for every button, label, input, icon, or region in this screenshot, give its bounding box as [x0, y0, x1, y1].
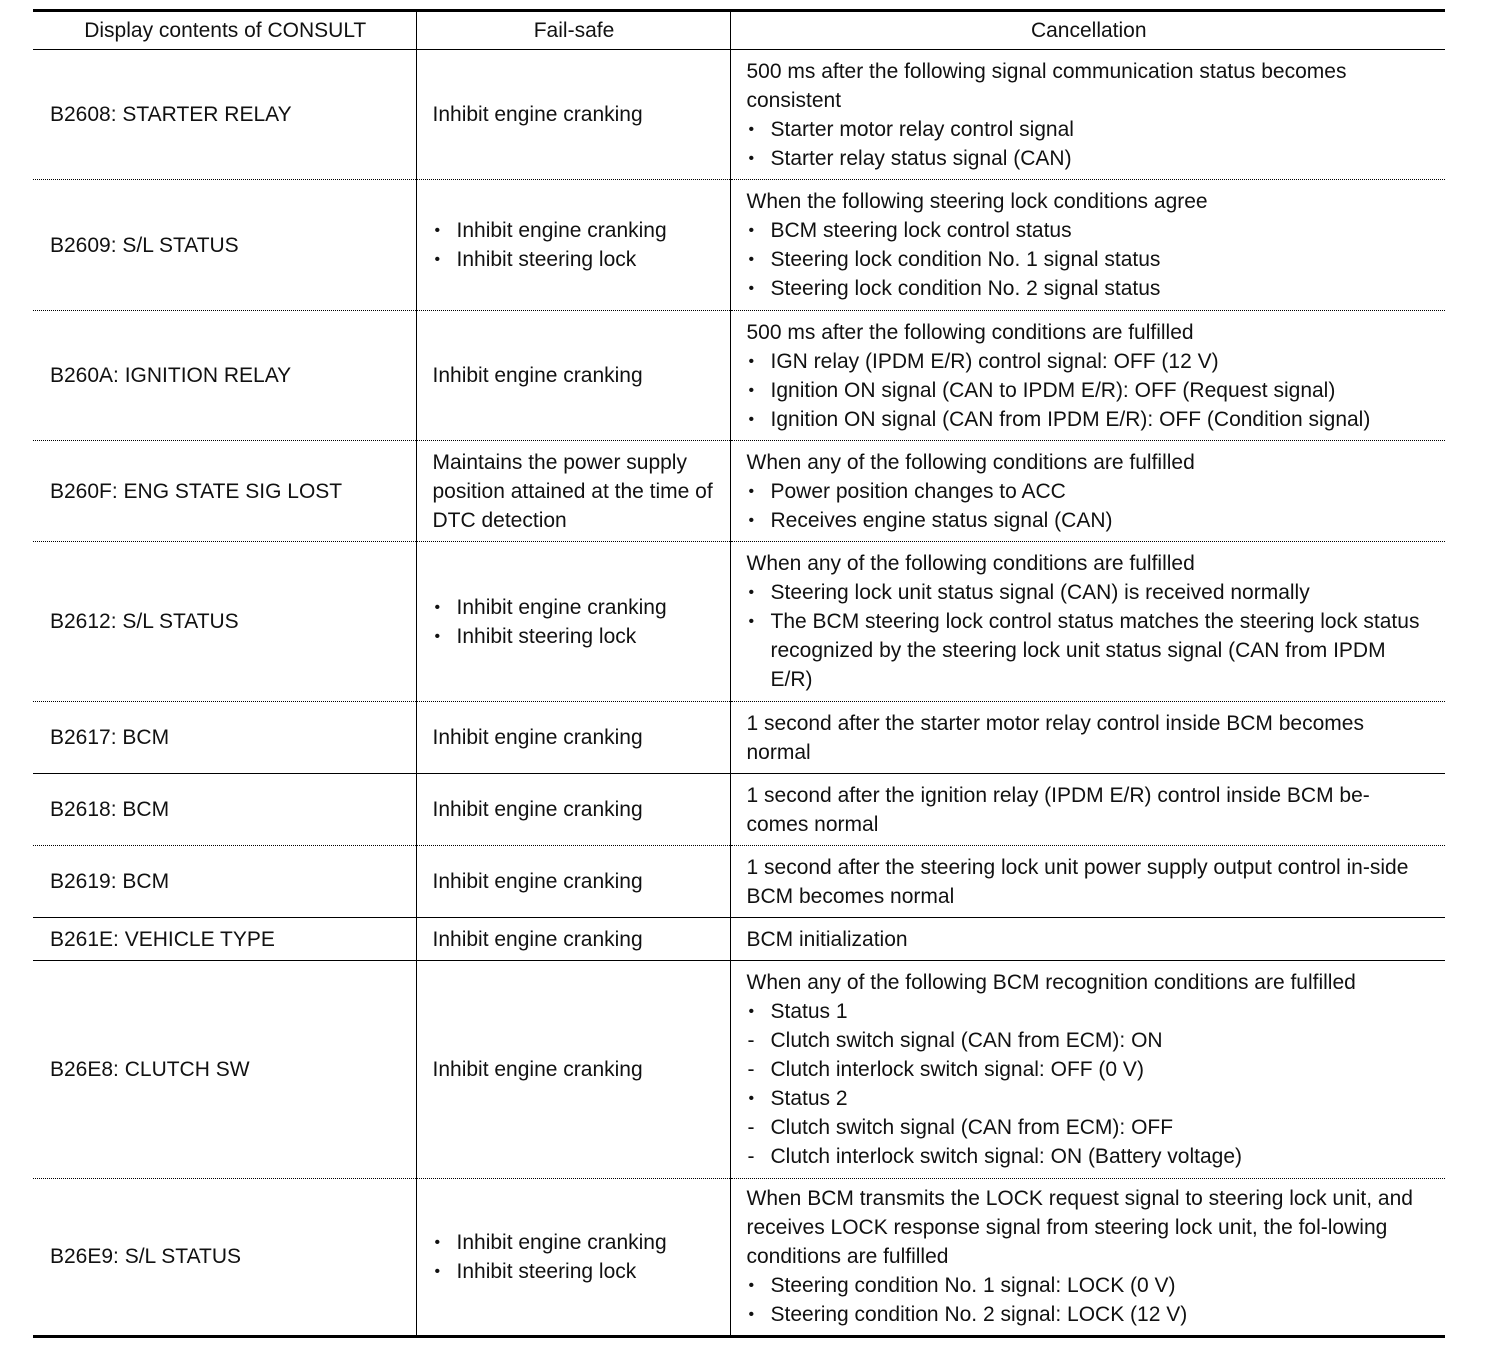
- cancellation-intro: When any of the following conditions are fulfilled: [746, 450, 1195, 474]
- list-item: • Power position changes to ACC: [747, 477, 1432, 506]
- dtc-failsafe-table: [33, 12, 1445, 1335]
- list-item: • The BCM steering lock control status matches the steering lock status recognized by the steering lock unit status signal (CAN from IPDM E/R): [747, 607, 1432, 694]
- cancellation-intro: When the following steering lock conditions agree: [746, 190, 1208, 213]
- cancellation-list: [747, 347, 1432, 434]
- dtc-code: B2618: BCM: [33, 774, 416, 846]
- dtc-code: B2612: S/L STATUS: [33, 542, 416, 702]
- dtc-failsafe-table-container: [33, 9, 1445, 1338]
- table-row: [33, 441, 1445, 542]
- header-display-contents: Display contents of CONSULT: [33, 12, 416, 50]
- failsafe-cell: Inhibit engine cranking: [416, 918, 730, 961]
- header-cancellation: Cancellation: [730, 12, 1445, 50]
- list-item: • Status 2: [747, 1084, 1432, 1113]
- cancellation-list: [747, 997, 1432, 1171]
- list-item: • Inhibit engine cranking: [433, 1228, 716, 1257]
- list-item: - Clutch switch signal (CAN from ECM): ON: [747, 1026, 1432, 1055]
- cancellation-intro: When BCM transmits the LOCK request signal to steering lock unit, and receives LOCK response signal from steering lock unit, the fol-lowing conditions are fulfilled: [746, 1187, 1413, 1269]
- cancellation-cell: 1 second after the steering lock unit power supply output control in-side BCM becomes normal: [730, 846, 1445, 918]
- failsafe-cell: Inhibit engine cranking: [416, 961, 730, 1179]
- failsafe-list: [433, 1228, 716, 1286]
- dtc-code: B26E8: CLUTCH SW: [33, 961, 416, 1179]
- list-item: • Ignition ON signal (CAN from IPDM E/R): OFF (Condition signal): [747, 405, 1432, 434]
- list-item: - Clutch interlock switch signal: ON (Battery voltage): [747, 1142, 1432, 1171]
- list-item: • Starter motor relay control signal: [747, 115, 1432, 144]
- list-item: • IGN relay (IPDM E/R) control signal: OFF (12 V): [747, 347, 1432, 376]
- dtc-code: B260A: IGNITION RELAY: [33, 311, 416, 441]
- table-header-row: [33, 12, 1445, 50]
- list-item: • Steering lock unit status signal (CAN) is received normally: [747, 578, 1432, 607]
- dtc-code: B2609: S/L STATUS: [33, 180, 416, 311]
- list-item: • Receives engine status signal (CAN): [747, 506, 1432, 535]
- failsafe-list: [433, 593, 716, 651]
- table-row: [33, 311, 1445, 441]
- list-item: • Starter relay status signal (CAN): [747, 144, 1432, 173]
- cancellation-intro: 500 ms after the following signal communication status becomes consistent: [746, 59, 1347, 112]
- table-row: [33, 774, 1445, 846]
- list-item: • Status 1: [747, 997, 1432, 1026]
- table-row: [33, 50, 1445, 180]
- failsafe-cell: [416, 180, 730, 311]
- list-item: • Steering lock condition No. 2 signal status: [747, 274, 1432, 303]
- failsafe-list: [433, 216, 716, 274]
- cancellation-list: [747, 477, 1432, 535]
- list-item: • BCM steering lock control status: [747, 216, 1432, 245]
- cancellation-cell: 1 second after the ignition relay (IPDM E/R) control inside BCM be-comes normal: [730, 774, 1445, 846]
- list-item: • Ignition ON signal (CAN to IPDM E/R): OFF (Request signal): [747, 376, 1432, 405]
- cancellation-list: [747, 578, 1432, 694]
- cancellation-intro: 500 ms after the following conditions are fulfilled: [746, 320, 1194, 344]
- table-row: [33, 1179, 1445, 1335]
- cancellation-cell: [730, 50, 1445, 180]
- cancellation-cell: [730, 180, 1445, 311]
- dtc-code: B260F: ENG STATE SIG LOST: [33, 441, 416, 542]
- list-item: • Inhibit engine cranking: [433, 216, 716, 245]
- list-item: • Inhibit steering lock: [433, 622, 716, 651]
- dtc-code: B261E: VEHICLE TYPE: [33, 918, 416, 961]
- cancellation-cell: [730, 311, 1445, 441]
- failsafe-cell: Maintains the power supply position attained at the time of DTC detection: [416, 441, 730, 542]
- failsafe-cell: Inhibit engine cranking: [416, 702, 730, 774]
- failsafe-cell: Inhibit engine cranking: [416, 50, 730, 180]
- cancellation-cell: [730, 542, 1445, 702]
- table-row: [33, 961, 1445, 1179]
- cancellation-cell: 1 second after the starter motor relay control inside BCM becomes normal: [730, 702, 1445, 774]
- cancellation-intro: When any of the following BCM recognition conditions are fulfilled: [746, 971, 1356, 994]
- failsafe-cell: [416, 542, 730, 702]
- table-row: [33, 846, 1445, 918]
- cancellation-cell: [730, 441, 1445, 542]
- cancellation-list: [747, 216, 1432, 303]
- dtc-code: B2619: BCM: [33, 846, 416, 918]
- dtc-code: B2617: BCM: [33, 702, 416, 774]
- cancellation-list: [747, 115, 1432, 173]
- header-fail-safe: Fail-safe: [416, 12, 730, 50]
- dtc-code: B26E9: S/L STATUS: [33, 1179, 416, 1335]
- failsafe-cell: Inhibit engine cranking: [416, 774, 730, 846]
- cancellation-cell: BCM initialization: [730, 918, 1445, 961]
- failsafe-cell: Inhibit engine cranking: [416, 311, 730, 441]
- table-row: [33, 542, 1445, 702]
- table-row: [33, 702, 1445, 774]
- dtc-code: B2608: STARTER RELAY: [33, 50, 416, 180]
- failsafe-cell: Inhibit engine cranking: [416, 846, 730, 918]
- list-item: • Steering lock condition No. 1 signal status: [747, 245, 1432, 274]
- failsafe-cell: [416, 1179, 730, 1335]
- cancellation-list: [747, 1271, 1432, 1329]
- list-item: - Clutch switch signal (CAN from ECM): OFF: [747, 1113, 1432, 1142]
- cancellation-intro: When any of the following conditions are fulfilled: [746, 552, 1195, 575]
- table-row: [33, 918, 1445, 961]
- cancellation-cell: [730, 1179, 1445, 1335]
- list-item: - Clutch interlock switch signal: OFF (0 V): [747, 1055, 1432, 1084]
- table-row: [33, 180, 1445, 311]
- cancellation-cell: [730, 961, 1445, 1179]
- list-item: • Inhibit engine cranking: [433, 593, 716, 622]
- list-item: • Inhibit steering lock: [433, 245, 716, 274]
- list-item: • Inhibit steering lock: [433, 1257, 716, 1286]
- list-item: • Steering condition No. 2 signal: LOCK (12 V): [747, 1300, 1432, 1329]
- list-item: • Steering condition No. 1 signal: LOCK (0 V): [747, 1271, 1432, 1300]
